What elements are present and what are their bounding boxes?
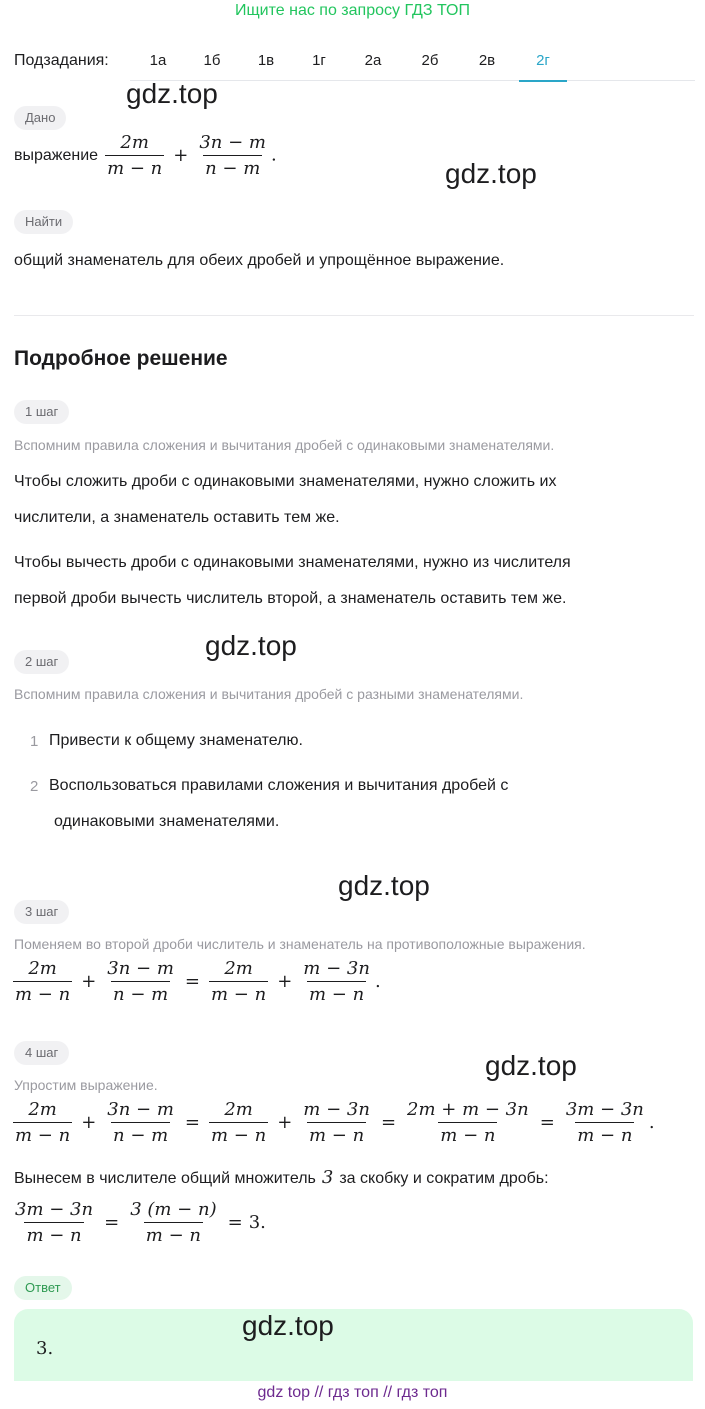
- fraction-numerator: 2m: [28, 1099, 57, 1120]
- section-divider: [14, 315, 694, 316]
- tab-2b[interactable]: 2б: [421, 52, 439, 69]
- factor-value: 3: [321, 1167, 334, 1188]
- step-2-item-2-line-2: одинаковыми знаменателями.: [54, 813, 280, 830]
- answer-box: [14, 1309, 693, 1381]
- list-number: 2: [30, 778, 39, 795]
- subtasks-tab-bar: [130, 42, 695, 81]
- step-1-paragraph-1-line-1: Чтобы сложить дроби с одинаковыми знаменателями, нужно сложить их: [14, 473, 557, 490]
- fraction-denominator: m − n: [209, 1122, 268, 1146]
- fraction-numerator: 3n − m: [107, 1099, 174, 1120]
- given-prefix: выражение: [14, 146, 99, 164]
- step-1-paragraph-2-line-2: первой дроби вычесть числитель второй, а знаменатель оставить тем же.: [14, 590, 567, 607]
- period: .: [271, 144, 277, 166]
- find-badge: Найти: [14, 210, 73, 234]
- fraction-denominator: m − n: [307, 1122, 366, 1146]
- fraction-denominator: m − n: [438, 1122, 497, 1146]
- fraction-denominator: m − n: [24, 1222, 83, 1246]
- step-1-badge: 1 шаг: [14, 400, 69, 424]
- active-tab-underline: [519, 80, 567, 82]
- plus-operator: +: [277, 1112, 293, 1133]
- given-badge: Дано: [14, 106, 66, 130]
- top-banner: Ищите нас по запросу ГДЗ ТОП: [235, 2, 470, 19]
- answer-value: 3.: [36, 1338, 54, 1359]
- given-expression-line: [14, 132, 277, 179]
- equals-operator: =: [184, 1112, 201, 1133]
- period: .: [374, 971, 381, 992]
- step-3-hint: Поменяем во второй дроби числитель и знаменатель на противоположные выражения.: [14, 936, 586, 952]
- watermark: gdz.top: [205, 630, 297, 661]
- answer-badge: Ответ: [14, 1276, 72, 1300]
- solution-title: Подробное решение: [14, 347, 228, 370]
- tab-1v[interactable]: 1в: [257, 52, 275, 69]
- fraction-denominator: m − n: [13, 1122, 72, 1146]
- equals-operator: =: [104, 1212, 120, 1233]
- fraction-denominator: m − n: [105, 155, 164, 179]
- fraction-denominator: n − m: [203, 155, 262, 179]
- watermark: gdz.top: [126, 78, 218, 109]
- tab-2g[interactable]: 2г: [536, 52, 550, 69]
- step-4-badge: 4 шаг: [14, 1041, 69, 1065]
- step-4-text-before: Вынесем в числителе общий множитель: [14, 1170, 316, 1187]
- find-text: общий знаменатель для обеих дробей и упрощённое выражение.: [14, 252, 505, 269]
- fraction-numerator: 2m: [224, 1099, 253, 1120]
- watermark: gdz.top: [338, 870, 430, 901]
- period: .: [260, 1212, 266, 1233]
- step-3-math: [10, 958, 381, 1005]
- subtasks-label: Подзадания:: [14, 52, 109, 69]
- step-1-paragraph-1-line-2: числители, а знаменатель оставить тем же.: [14, 509, 340, 526]
- step-4-math-2: [10, 1199, 266, 1246]
- step-2-item-1: Привести к общему знаменателю.: [49, 732, 303, 749]
- step-2-hint: Вспомним правила сложения и вычитания дробей с разными знаменателями.: [14, 686, 524, 702]
- fraction-denominator: m − n: [13, 981, 72, 1005]
- given-math: [102, 132, 277, 179]
- fraction-numerator: 2m + m − 3n: [407, 1099, 529, 1120]
- step-3-badge: 3 шаг: [14, 900, 69, 924]
- equals-operator: =: [539, 1112, 555, 1133]
- period: .: [648, 1112, 655, 1133]
- tab-1b[interactable]: 1б: [203, 52, 221, 69]
- fraction-numerator: 3m − 3n: [565, 1099, 644, 1120]
- watermark: gdz.top: [242, 1310, 334, 1341]
- fraction-numerator: 3m − 3n: [15, 1199, 94, 1220]
- fraction-denominator: m − n: [144, 1222, 203, 1246]
- list-number: 1: [30, 733, 39, 750]
- fraction-numerator: 3 (m − n): [130, 1199, 217, 1220]
- fraction-numerator: m − 3n: [303, 1099, 370, 1120]
- step-2-badge: 2 шаг: [14, 650, 69, 674]
- watermark: gdz.top: [445, 158, 537, 189]
- step-1-paragraph-2-line-1: Чтобы вычесть дроби с одинаковыми знаменателями, нужно из числителя: [14, 554, 571, 571]
- step-4-text-after: за скобку и сократим дробь:: [339, 1170, 549, 1187]
- fraction-denominator: m − n: [307, 981, 366, 1005]
- fraction-numerator: 2m: [28, 958, 57, 979]
- step-4-hint: Упростим выражение.: [14, 1077, 158, 1093]
- result-value: 3: [248, 1212, 261, 1233]
- step-1-hint: Вспомним правила сложения и вычитания дробей с одинаковыми знаменателями.: [14, 437, 555, 453]
- plus-operator: +: [173, 144, 189, 166]
- tab-1a[interactable]: 1а: [149, 52, 167, 69]
- plus-operator: +: [81, 971, 97, 992]
- fraction-numerator: 2m: [120, 132, 149, 153]
- footer-links[interactable]: gdz top // гдз топ // гдз топ: [257, 1384, 448, 1401]
- tab-2a[interactable]: 2а: [364, 52, 382, 69]
- plus-operator: +: [81, 1112, 97, 1133]
- step-2-item-2-line-1: Воспользоваться правилами сложения и вычитания дробей с: [49, 777, 509, 794]
- fraction-numerator: 2m: [224, 958, 253, 979]
- step-4-math: [10, 1099, 655, 1146]
- plus-operator: +: [277, 971, 293, 992]
- tab-2v[interactable]: 2в: [478, 52, 496, 69]
- fraction-denominator: n − m: [111, 1122, 170, 1146]
- tab-1g[interactable]: 1г: [312, 52, 326, 69]
- watermark: gdz.top: [485, 1050, 577, 1081]
- equals-operator: =: [380, 1112, 397, 1133]
- fraction-denominator: m − n: [575, 1122, 634, 1146]
- fraction-numerator: m − 3n: [303, 958, 370, 979]
- equals-operator: =: [184, 971, 201, 992]
- step-4-factor-line: [14, 1167, 549, 1188]
- fraction-numerator: 3n − m: [107, 958, 174, 979]
- fraction-numerator: 3n − m: [199, 132, 266, 153]
- fraction-denominator: n − m: [111, 981, 170, 1005]
- equals-operator: =: [227, 1212, 243, 1233]
- fraction-denominator: m − n: [209, 981, 268, 1005]
